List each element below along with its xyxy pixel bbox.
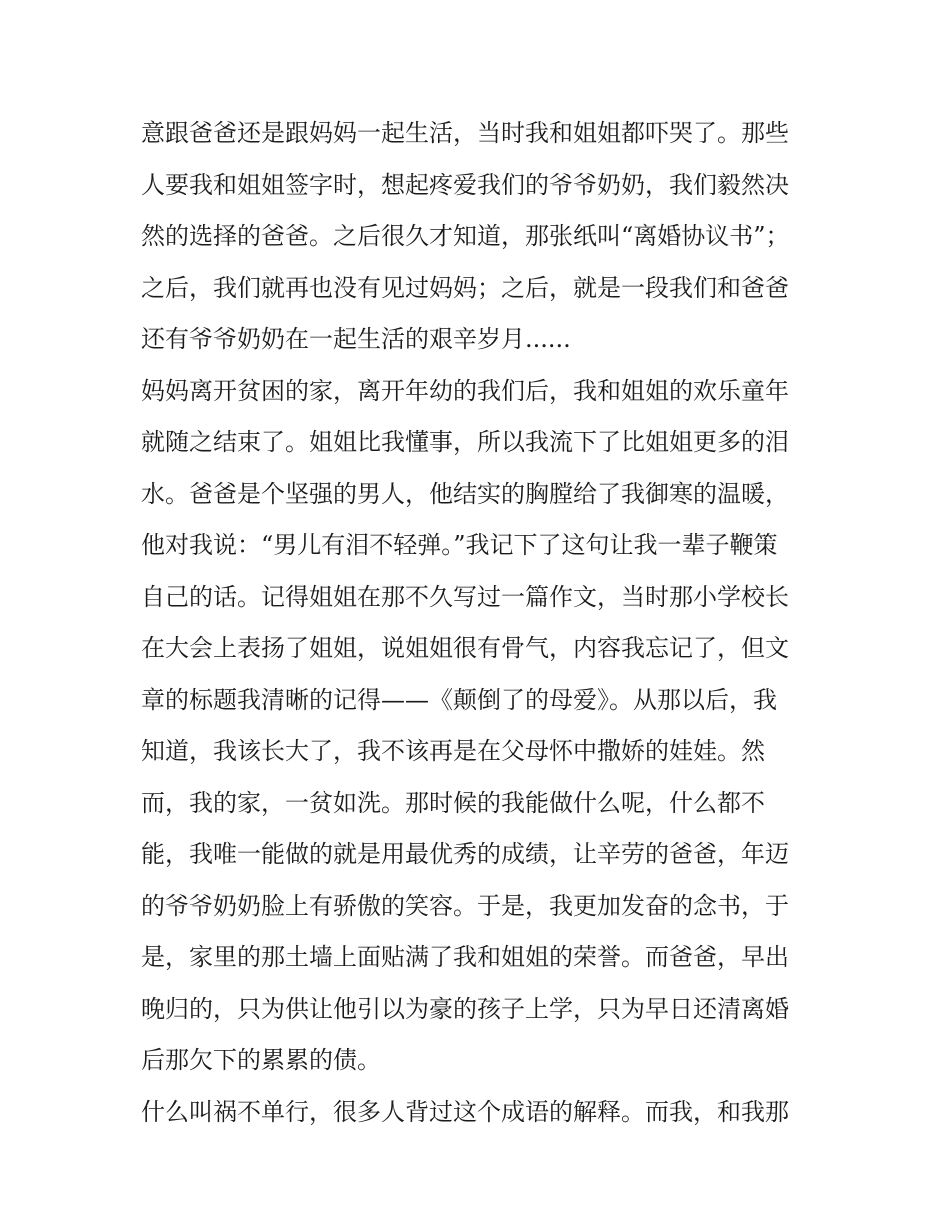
text-line: 意跟爸爸还是跟妈妈一起生活，当时我和姐姐都吓哭了。那些 bbox=[141, 119, 789, 147]
text-line: 之后，我们就再也没有见过妈妈；之后，就是一段我们和爸爸 bbox=[141, 273, 789, 302]
text-line: 后那欠下的累累的债。 bbox=[141, 1046, 381, 1074]
text-line: 晚归的，只为供让他引以为豪的孩子上学，只为早日还清离婚 bbox=[141, 994, 789, 1023]
text-line: 在大会上表扬了姐姐，说姐姐很有骨气，内容我忘记了，但文 bbox=[141, 634, 789, 662]
text-line: 是，家里的那土墙上面贴满了我和姐姐的荣誉。而爸爸，早出 bbox=[141, 943, 789, 971]
text-line: 他对我说：“男儿有泪不轻弹。”我记下了这句让我一辈子鞭策 bbox=[141, 531, 778, 559]
text-line: 什么叫祸不单行，很多人背过这个成语的解释。而我，和我那 bbox=[141, 1097, 789, 1126]
text-line: 然的选择的爸爸。之后很久才知道，那张纸叫“离婚协议书”； bbox=[141, 222, 790, 250]
text-line: 还有爷爷奶奶在一起生活的艰辛岁月...... bbox=[141, 325, 571, 353]
text-line: 章的标题我清晰的记得——《颠倒了的母爱》。从那以后，我 bbox=[141, 685, 777, 714]
text-line: 知道，我该长大了，我不该再是在父母怀中撒娇的娃娃。然 bbox=[141, 737, 765, 765]
text-line: 能，我唯一能做的就是用最优秀的成绩，让辛劳的爸爸，年迈 bbox=[141, 840, 789, 868]
text-line: 自己的话。记得姐姐在那不久写过一篇作文，当时那小学校长 bbox=[141, 582, 789, 611]
text-line: 就随之结束了。姐姐比我懂事，所以我流下了比姐姐更多的泪 bbox=[141, 428, 789, 456]
text-line: 水。爸爸是个坚强的男人，他结实的胸膛给了我御寒的温暖， bbox=[141, 479, 789, 508]
document-body bbox=[141, 108, 821, 1138]
text-line: 而，我的家，一贫如洗。那时候的我能做什么呢，什么都不 bbox=[141, 788, 765, 817]
text-line: 妈妈离开贫困的家，离开年幼的我们后，我和姐姐的欢乐童年 bbox=[141, 376, 789, 405]
text-line: 人要我和姐姐签字时，想起疼爱我们的爷爷奶奶，我们毅然决 bbox=[141, 170, 789, 199]
text-line: 的爷爷奶奶脸上有骄傲的笑容。于是，我更加发奋的念书，于 bbox=[141, 891, 789, 920]
